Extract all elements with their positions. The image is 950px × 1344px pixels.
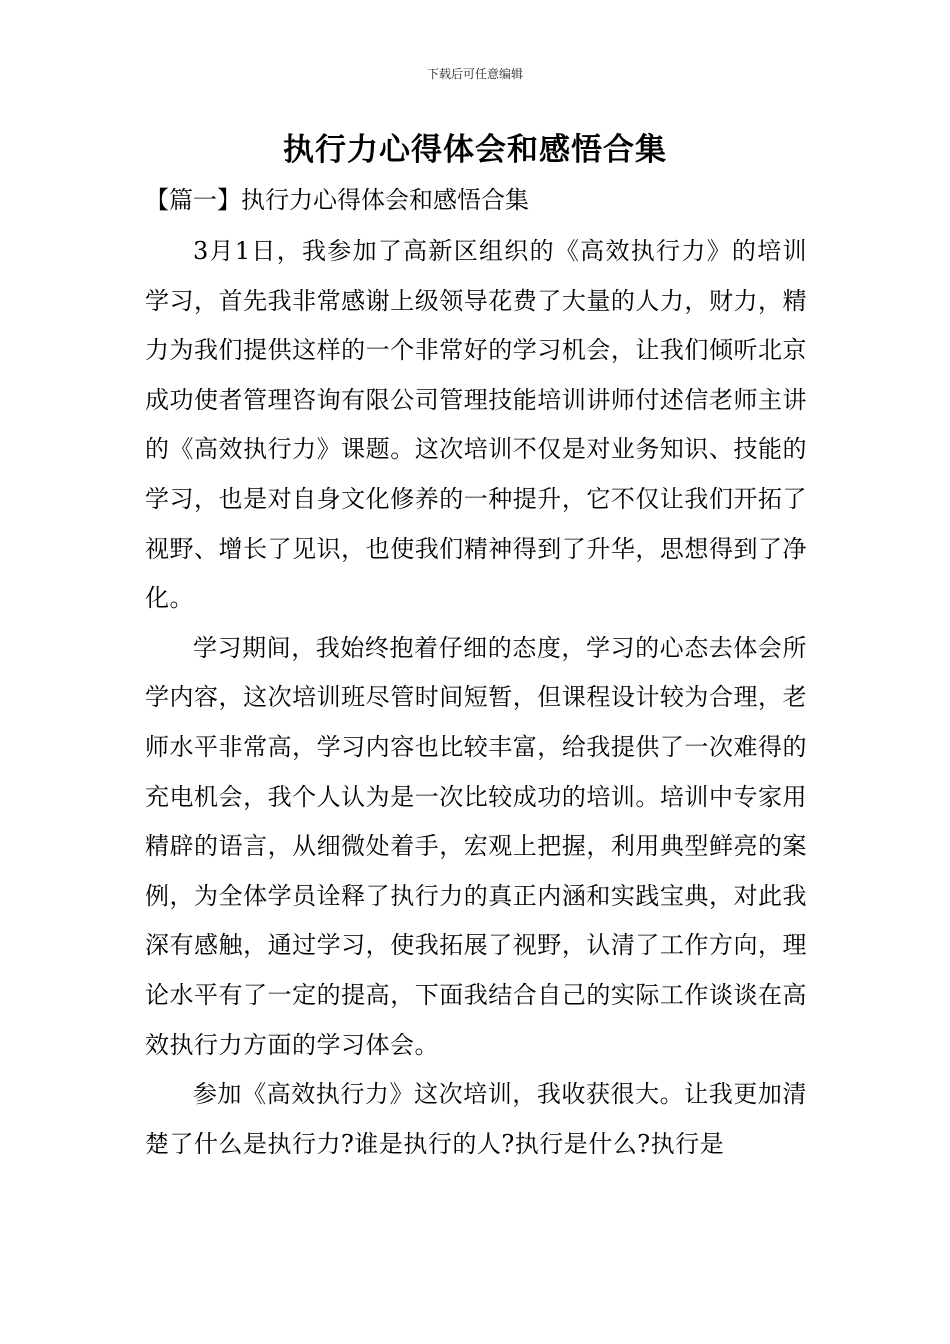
paragraph-2: 学习期间，我始终抱着仔细的态度，学习的心态去体会所学内容，这次培训班尽管时间短暂，但课程设计较为合理，老师水平非常高，学习内容也比较丰富，给我提供了一次难得的充电机会，我个人认为是一次比较成功的培训。培训中专家用精辟的语言，从细微处着手，宏观上把握，利用典型鲜亮的案例，为全体学员诠释了执行力的真正内涵和实践宝典，对此我深有感触，通过学习，使我拓展了视野，认清了工作方向，理论水平有了一定的提高，下面我结合自己的实际工作谈谈在高效执行力方面的学习体会。	[145, 633, 807, 1059]
paragraph-3: 参加《高效执行力》这次培训，我收获很大。让我更加清楚了什么是执行力?谁是执行的人?执行是什么?执行是	[145, 1080, 807, 1158]
document-title: 执行力心得体会和感悟合集	[283, 132, 667, 168]
paragraph-1: 3月1日，我参加了高新区组织的《高效执行力》的培训学习，首先我非常感谢上级领导花费了大量的人力，财力，精力为我们提供这样的一个非常好的学习机会，让我们倾听北京成功使者管理咨询有限公司管理技能培训讲师付述信老师主讲的《高效执行力》课题。这次培训不仅是对业务知识、技能的学习，也是对自身文化修养的一种提升，它不仅让我们开拓了视野、增长了见识，也使我们精神得到了升华，思想得到了净化。	[145, 237, 807, 613]
document-body	[145, 227, 807, 1169]
section-heading: 【篇一】执行力心得体会和感悟合集	[145, 186, 529, 214]
header-note: 下载后可任意编辑	[426, 67, 523, 81]
